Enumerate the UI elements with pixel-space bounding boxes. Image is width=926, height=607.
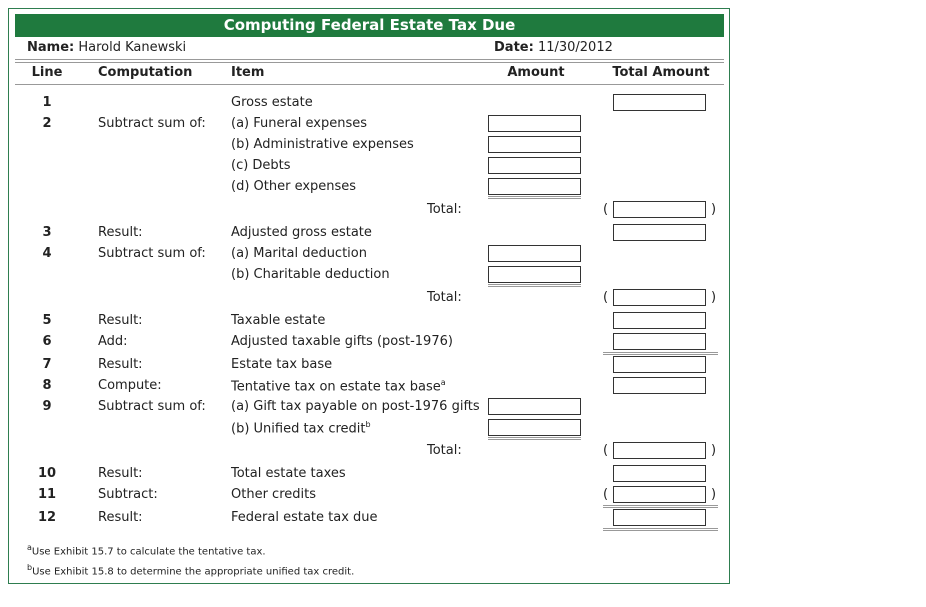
line-number: 12 bbox=[37, 510, 57, 525]
total-tentative-tax-input[interactable] bbox=[613, 377, 706, 394]
computation-label: Result: bbox=[98, 466, 143, 481]
item-unified-tax-credit bbox=[231, 420, 371, 436]
amount-other-expenses-input[interactable] bbox=[488, 178, 581, 195]
item-federal-estate-tax-due: Federal estate tax due bbox=[231, 510, 378, 525]
amount-marital-deduction-input[interactable] bbox=[488, 245, 581, 262]
line-number: 7 bbox=[42, 357, 52, 372]
computation-label: Subtract sum of: bbox=[98, 399, 206, 414]
item-debts: (c) Debts bbox=[231, 158, 291, 173]
item-gross-estate: Gross estate bbox=[231, 95, 313, 110]
close-paren: ) bbox=[711, 290, 717, 305]
open-paren: ( bbox=[603, 202, 609, 217]
sum-underline bbox=[603, 352, 718, 355]
total-label: Total: bbox=[427, 202, 462, 217]
total-line2-input[interactable] bbox=[613, 201, 706, 218]
computation-label: Result: bbox=[98, 313, 143, 328]
item-total-estate-taxes: Total estate taxes bbox=[231, 466, 346, 481]
footnote-b bbox=[27, 563, 354, 577]
total-adjusted-taxable-gifts-input[interactable] bbox=[613, 333, 706, 350]
item-tentative-tax bbox=[231, 378, 446, 394]
item-gift-tax-payable: (a) Gift tax payable on post-1976 gifts bbox=[231, 399, 480, 414]
line-number: 9 bbox=[42, 399, 52, 414]
computation-label: Subtract sum of: bbox=[98, 116, 206, 131]
line-number: 5 bbox=[42, 313, 52, 328]
line-number: 6 bbox=[42, 334, 52, 349]
item-other-credits: Other credits bbox=[231, 487, 316, 502]
line-number: 1 bbox=[42, 95, 52, 110]
amount-unified-tax-credit-input[interactable] bbox=[488, 419, 581, 436]
footnote-b-text: Use Exhibit 15.8 to determine the appropriate unified tax credit. bbox=[32, 566, 355, 578]
col-item: Item bbox=[231, 65, 265, 80]
total-label: Total: bbox=[427, 443, 462, 458]
amount-administrative-expenses-input[interactable] bbox=[488, 136, 581, 153]
header-divider bbox=[15, 59, 724, 60]
close-paren: ) bbox=[711, 487, 717, 502]
date-label: Date: bbox=[494, 40, 534, 55]
col-total-amount: Total Amount bbox=[612, 65, 710, 80]
total-other-credits-input[interactable] bbox=[613, 486, 706, 503]
columns-divider bbox=[15, 84, 724, 85]
total-label: Total: bbox=[427, 290, 462, 305]
open-paren: ( bbox=[603, 487, 609, 502]
close-paren: ) bbox=[711, 202, 717, 217]
item-marital-deduction: (a) Marital deduction bbox=[231, 246, 367, 261]
item-other-expenses: (d) Other expenses bbox=[231, 179, 357, 194]
open-paren: ( bbox=[603, 290, 609, 305]
total-federal-estate-tax-due-input[interactable] bbox=[613, 509, 706, 526]
open-paren: ( bbox=[603, 443, 609, 458]
line-number: 10 bbox=[37, 466, 57, 481]
computation-label: Result: bbox=[98, 510, 143, 525]
total-line9-input[interactable] bbox=[613, 442, 706, 459]
item-administrative-expenses: (b) Administrative expenses bbox=[231, 137, 414, 152]
final-double-underline bbox=[603, 528, 718, 531]
sum-underline bbox=[603, 505, 718, 508]
total-estate-tax-base-input[interactable] bbox=[613, 356, 706, 373]
footnote-a-mark: a bbox=[27, 543, 32, 552]
amount-gift-tax-payable-input[interactable] bbox=[488, 398, 581, 415]
item-unified-tax-credit-text: (b) Unified tax credit bbox=[231, 421, 366, 437]
line-number: 3 bbox=[42, 225, 52, 240]
header-divider-2 bbox=[15, 62, 724, 63]
line-number: 8 bbox=[42, 378, 52, 393]
footnote-a bbox=[27, 543, 266, 557]
footnote-a-text: Use Exhibit 15.7 to calculate the tentative tax. bbox=[31, 546, 266, 558]
sum-underline bbox=[488, 196, 581, 199]
sum-underline bbox=[488, 437, 581, 440]
computation-label: Result: bbox=[98, 225, 143, 240]
footnote-ref-b: b bbox=[365, 420, 371, 429]
footnote-ref-a: a bbox=[440, 378, 446, 387]
amount-charitable-deduction-input[interactable] bbox=[488, 266, 581, 283]
line-number: 2 bbox=[42, 116, 52, 131]
total-estate-taxes-input[interactable] bbox=[613, 465, 706, 482]
item-adjusted-taxable-gifts: Adjusted taxable gifts (post-1976) bbox=[231, 334, 453, 349]
date-field bbox=[494, 40, 613, 55]
col-amount: Amount bbox=[507, 65, 565, 80]
item-estate-tax-base: Estate tax base bbox=[231, 357, 333, 372]
footnote-b-mark: b bbox=[27, 563, 33, 572]
total-adjusted-gross-estate-input[interactable] bbox=[613, 224, 706, 241]
computation-label: Result: bbox=[98, 357, 143, 372]
sum-underline bbox=[488, 284, 581, 287]
computation-label: Add: bbox=[98, 334, 128, 349]
total-line4-input[interactable] bbox=[613, 289, 706, 306]
col-computation: Computation bbox=[98, 65, 193, 80]
line-number: 4 bbox=[42, 246, 52, 261]
line-number: 11 bbox=[37, 487, 57, 502]
item-adjusted-gross-estate: Adjusted gross estate bbox=[231, 225, 372, 240]
computation-label: Compute: bbox=[98, 378, 162, 393]
col-line: Line bbox=[31, 65, 63, 80]
amount-debts-input[interactable] bbox=[488, 157, 581, 174]
total-taxable-estate-input[interactable] bbox=[613, 312, 706, 329]
item-charitable-deduction: (b) Charitable deduction bbox=[231, 267, 390, 282]
total-gross-estate-input[interactable] bbox=[613, 94, 706, 111]
item-tentative-tax-text: Tentative tax on estate tax base bbox=[231, 379, 441, 395]
item-funeral-expenses: (a) Funeral expenses bbox=[231, 116, 368, 131]
close-paren: ) bbox=[711, 443, 717, 458]
item-taxable-estate: Taxable estate bbox=[231, 313, 326, 328]
form-title: Computing Federal Estate Tax Due bbox=[15, 14, 724, 37]
date-value: 11/30/2012 bbox=[537, 40, 613, 55]
computation-label: Subtract: bbox=[98, 487, 158, 502]
amount-funeral-expenses-input[interactable] bbox=[488, 115, 581, 132]
computation-label: Subtract sum of: bbox=[98, 246, 206, 261]
name-value: Harold Kanewski bbox=[78, 40, 187, 55]
name-field bbox=[27, 40, 186, 55]
name-label: Name: bbox=[27, 40, 75, 55]
estate-tax-form bbox=[8, 8, 730, 584]
